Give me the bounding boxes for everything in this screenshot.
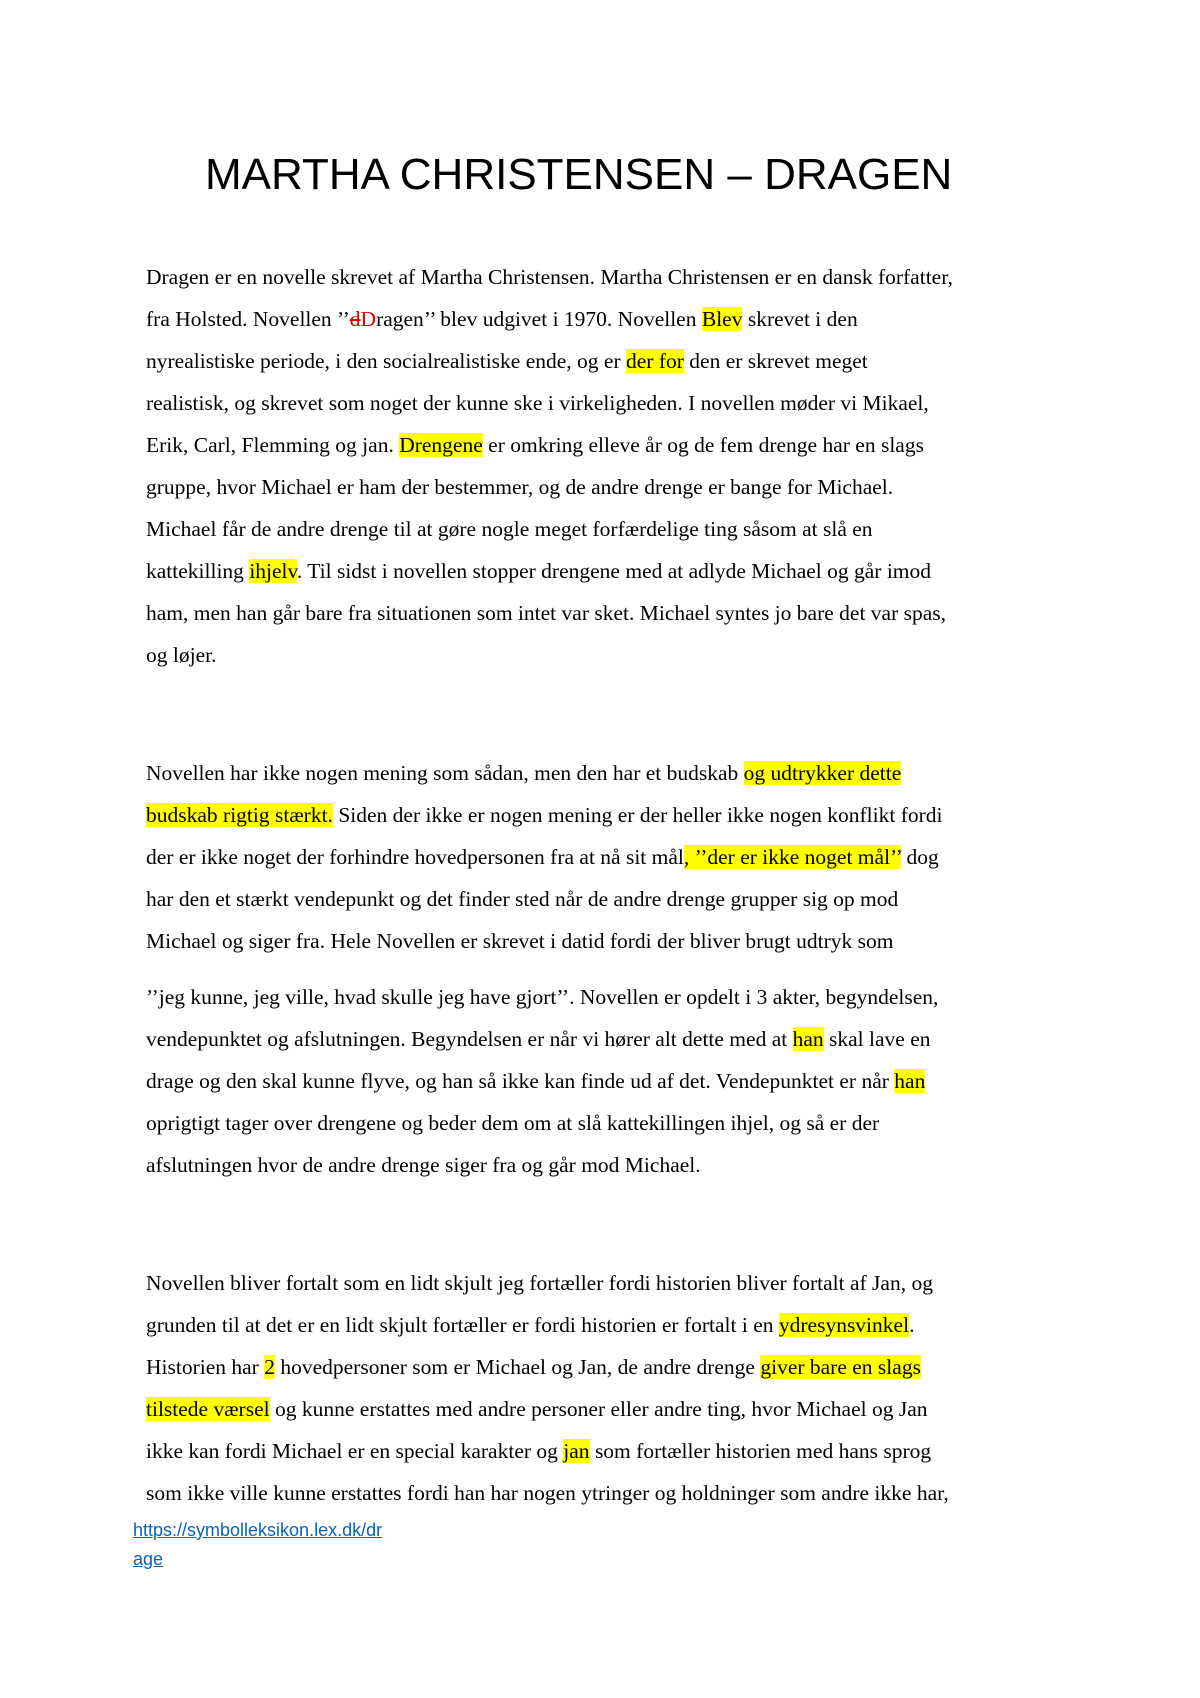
- text-line: budskab rigtig stærkt. Siden der ikke er nogen mening er der heller ikke nogen konflikt fordi: [146, 803, 943, 827]
- text-line: og løjer.: [146, 643, 217, 667]
- highlighted-text: ihjelv: [249, 559, 297, 583]
- paragraph-message: [146, 752, 1086, 962]
- text-line: grunden til at det er en lidt skjult fortæller er fordi historien er fortalt i en ydresynsvinkel.: [146, 1313, 915, 1337]
- inserted-text: D: [360, 307, 377, 331]
- text-line: ham, men han går bare fra situationen som intet var sket. Michael syntes jo bare det var spas,: [146, 601, 947, 625]
- highlighted-text: der for: [626, 349, 684, 373]
- highlighted-text: han: [792, 1027, 824, 1051]
- highlighted-text: han: [894, 1069, 926, 1093]
- paragraph-narrator: [146, 1262, 1086, 1514]
- highlighted-text: giver bare en slags: [760, 1355, 921, 1379]
- text-line: Michael og siger fra. Hele Novellen er skrevet i datid fordi der bliver brugt udtryk som: [146, 929, 894, 953]
- text-line: har den et stærkt vendepunkt og det finder sted når de andre drenge grupper sig op mod: [146, 887, 899, 911]
- text-line: fra Holsted. Novellen ’’dDragen’’ blev udgivet i 1970. Novellen Blev skrevet i den: [146, 307, 858, 331]
- highlighted-text: Drengene: [399, 433, 483, 457]
- highlighted-text: ydresynsvinkel: [778, 1313, 910, 1337]
- highlighted-text: tilstede værsel: [146, 1397, 270, 1421]
- paragraph-intro: [146, 256, 1086, 676]
- highlighted-text: og udtrykker dette: [743, 761, 902, 785]
- link-line: age: [133, 1549, 164, 1569]
- text-line: Michael får de andre drenge til at gøre nogle meget forfærdelige ting såsom at slå en: [146, 517, 873, 541]
- document-title: MARTHA CHRISTENSEN – DRAGEN: [205, 150, 953, 199]
- text-line: kattekilling ihjelv. Til sidst i novellen stopper drengene med at adlyde Michael og går imod: [146, 559, 932, 583]
- text-line: Historien har 2 hovedpersoner som er Michael og Jan, de andre drenge giver bare en slags: [146, 1355, 921, 1379]
- text-line: ikke kan fordi Michael er en special karakter og jan som fortæller historien med hans sprog: [146, 1439, 932, 1463]
- deleted-text: d: [349, 307, 361, 331]
- highlighted-text: , ’’der er ikke noget mål’’: [683, 845, 902, 869]
- highlighted-text: budskab rigtig stærkt.: [146, 803, 333, 827]
- text-line: Novellen har ikke nogen mening som sådan, men den har et budskab og udtrykker dette: [146, 761, 902, 785]
- text-line: gruppe, hvor Michael er ham der bestemmer, og de andre drenge er bange for Michael.: [146, 475, 894, 499]
- paragraph-structure: [146, 976, 1086, 1186]
- text-line: tilstede værsel og kunne erstattes med andre personer eller andre ting, hvor Michael og Jan: [146, 1397, 928, 1421]
- highlighted-text: 2: [264, 1355, 275, 1379]
- link-line: https://symbolleksikon.lex.dk/dr: [133, 1520, 383, 1540]
- text-line: nyrealistiske periode, i den socialrealistiske ende, og er der for den er skrevet meget: [146, 349, 868, 373]
- text-line: Novellen bliver fortalt som en lidt skjult jeg fortæller fordi historien bliver fortalt af Jan, og: [146, 1271, 933, 1295]
- text-line: Erik, Carl, Flemming og jan. Drengene er omkring elleve år og de fem drenge har en slags: [146, 433, 924, 457]
- footnote-link[interactable]: [133, 1516, 382, 1574]
- text-line: Dragen er en novelle skrevet af Martha Christensen. Martha Christensen er en dansk forfatter,: [146, 265, 953, 289]
- text-line: afslutningen hvor de andre drenge siger fra og går mod Michael.: [146, 1153, 701, 1177]
- text-line: vendepunktet og afslutningen. Begyndelsen er når vi hører alt dette med at han skal lave en: [146, 1027, 931, 1051]
- text-line: som ikke ville kunne erstattes fordi han har nogen ytringer og holdninger som andre ikke har,: [146, 1481, 949, 1505]
- text-line: der er ikke noget der forhindre hovedpersonen fra at nå sit mål, ’’der er ikke noget mål’’ dog: [146, 845, 939, 869]
- highlighted-text: jan: [563, 1439, 590, 1463]
- text-line: realistisk, og skrevet som noget der kunne ske i virkeligheden. I novellen møder vi Mikael,: [146, 391, 929, 415]
- highlighted-text: Blev: [701, 307, 743, 331]
- text-line: oprigtigt tager over drengene og beder dem om at slå kattekillingen ihjel, og så er der: [146, 1111, 880, 1135]
- text-line: drage og den skal kunne flyve, og han så ikke kan finde ud af det. Vendepunktet er når han: [146, 1069, 926, 1093]
- text-line: ’’jeg kunne, jeg ville, hvad skulle jeg have gjort’’. Novellen er opdelt i 3 akter, begyndelsen,: [146, 985, 939, 1009]
